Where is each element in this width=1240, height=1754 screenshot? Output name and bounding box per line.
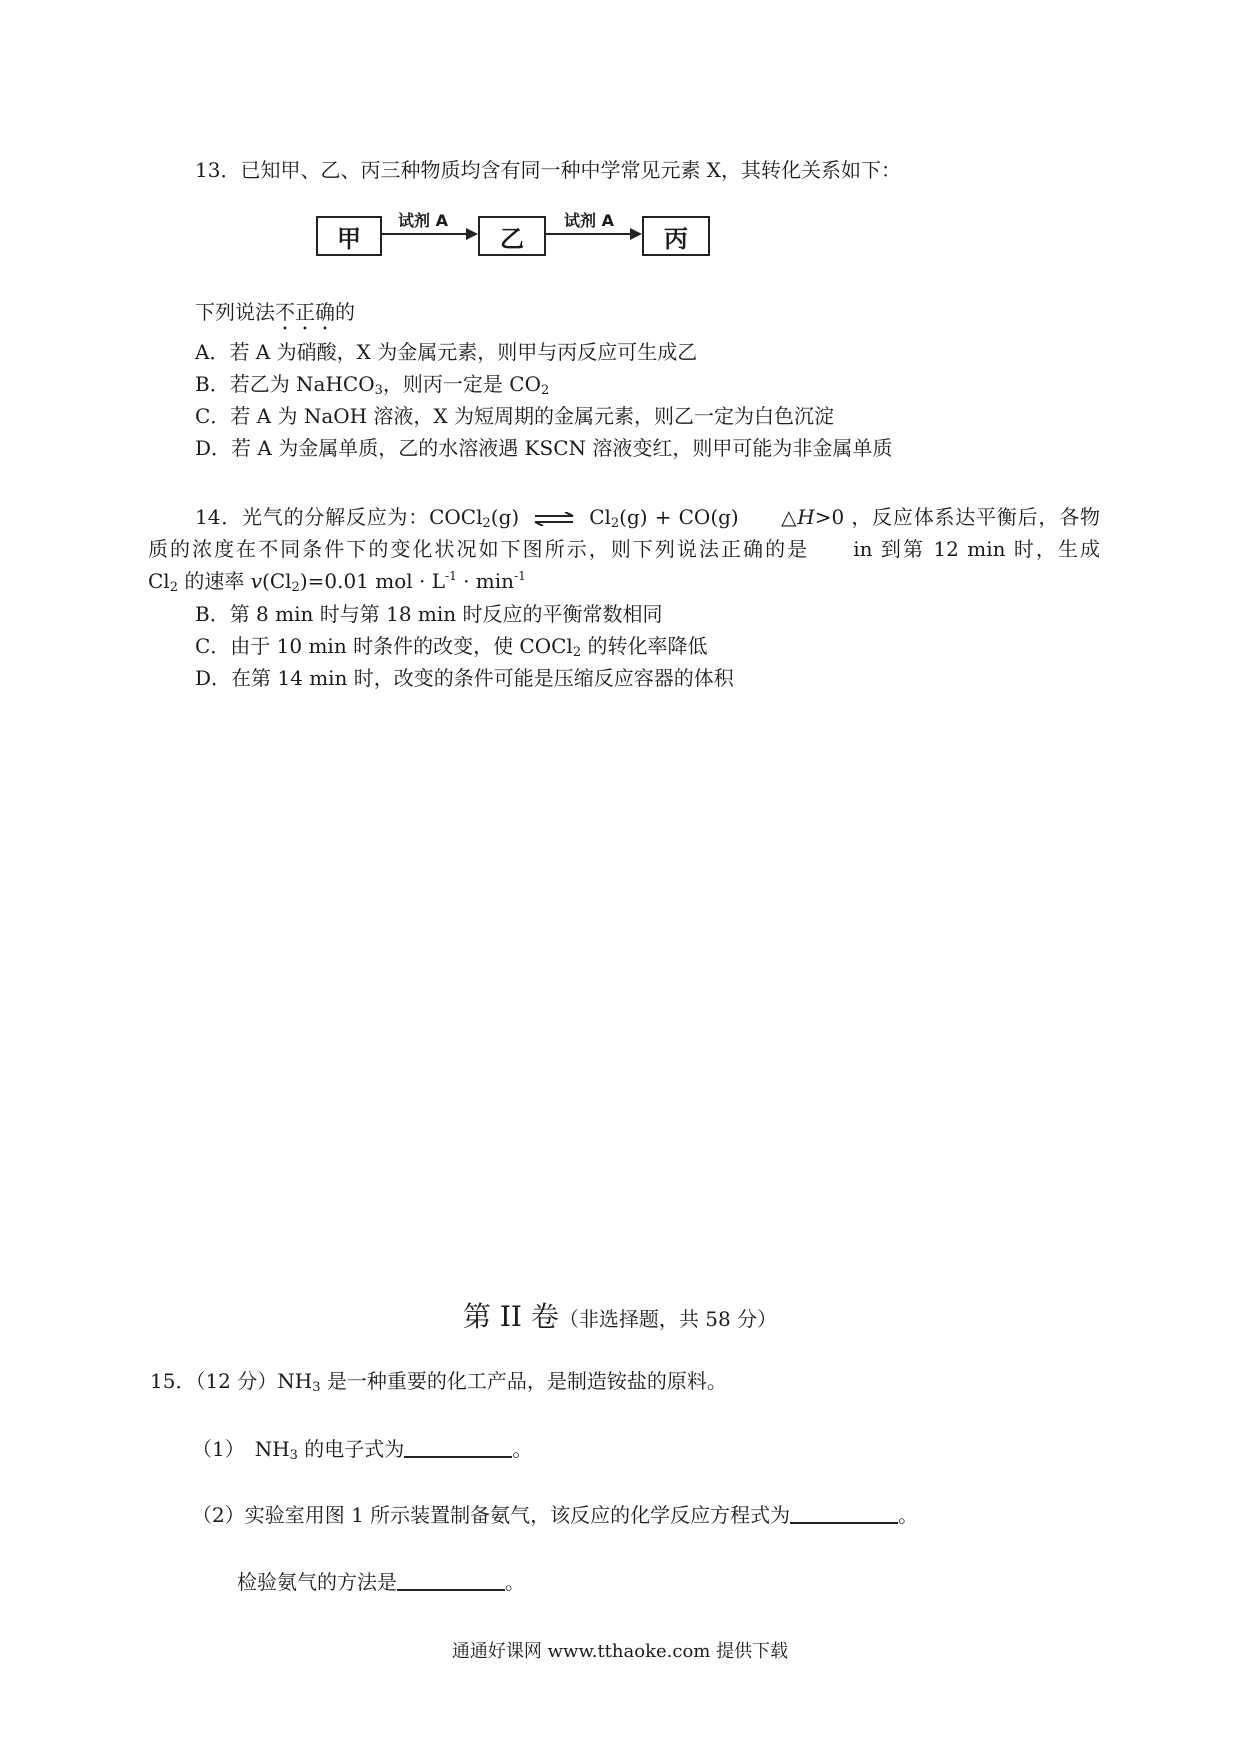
section-title-main: 第 II 卷 xyxy=(462,1300,559,1333)
q13-prompt: 下列说法不正确的 xyxy=(195,300,355,324)
q15-stem: 15．（12 分）$NH_3$ 是一种重要的化工产品，是制造铵盐的原料。 xyxy=(150,1369,727,1395)
q13-option-b: B．若乙为 NaHCO$_3$，则丙一定是 $CO_2$ xyxy=(195,372,550,398)
section-title xyxy=(0,1300,1240,1336)
arrow2-icon xyxy=(546,226,642,242)
q13-option-d: D．若 A 为金属单质，乙的水溶液遇 KSCN 溶液变红，则甲可能为非金属单质 xyxy=(195,436,893,460)
q13-option-c: C．若 A 为 NaOH 溶液，X 为短周期的金属元素，则乙一定为白色沉淀 xyxy=(195,404,835,428)
q14-line1: 14．光气的分解反应为：COCl$_2$(g) $Cl_2(g) + CO(g)$ △H>0 ，反应体系达平衡后，各物 xyxy=(195,505,1100,531)
arrow2-label: 试剂 A xyxy=(564,211,614,230)
answer-blank-2[interactable] xyxy=(790,1502,898,1524)
q15-part2: （2）实验室用图 1 所示装置制备氨气，该反应的化学反应方程式为 。 xyxy=(192,1503,919,1527)
answer-blank-1[interactable] xyxy=(404,1436,512,1458)
q14-option-c: C．由于 10 min 时条件的改变，使 COCl$_2$ 的转化率降低 xyxy=(195,634,708,660)
box-yi: 乙 xyxy=(478,216,546,256)
q13-stem: 13．已知甲、乙、丙三种物质均含有同一种中学常见元素 X，其转化关系如下： xyxy=(195,158,902,182)
box-bing: 丙 xyxy=(642,216,710,256)
page-footer: 通通好课网 www.tthaoke.com 提供下载 xyxy=(451,1641,789,1662)
q13-option-a: A．若 A 为硝酸，X 为金属元素，则甲与丙反应可生成乙 xyxy=(195,340,698,364)
q14-option-d: D．在第 14 min 时，改变的条件可能是压缩反应容器的体积 xyxy=(195,666,734,690)
emphasis-not-correct: 不正确 xyxy=(275,300,335,324)
equilibrium-arrow-icon xyxy=(533,512,575,526)
q14-option-b: B．第 8 min 时与第 18 min 时反应的平衡常数相同 xyxy=(195,602,663,626)
arrow1-label: 试剂 A xyxy=(398,211,448,230)
section-subtitle: （非选择题，共 58 分） xyxy=(558,1307,778,1331)
q14-line3: $Cl_2$ 的速率 $v(Cl_2)=0.01$ mol · $L^{-1} \cdot \min^{-1}$ xyxy=(148,569,526,595)
q15-part3: 检验氨气的方法是 。 xyxy=(237,1570,525,1594)
q14-line2: 质的浓度在不同条件下的变化状况如下图所示，则下列说法正确的是 in 到第 12 min 时，生成 xyxy=(148,537,1100,561)
answer-blank-3[interactable] xyxy=(397,1569,505,1591)
box-jia: 甲 xyxy=(316,216,382,256)
arrow1-icon xyxy=(382,226,478,242)
q15-part1: （1） $NH_3$ 的电子式为 。 xyxy=(192,1437,533,1463)
